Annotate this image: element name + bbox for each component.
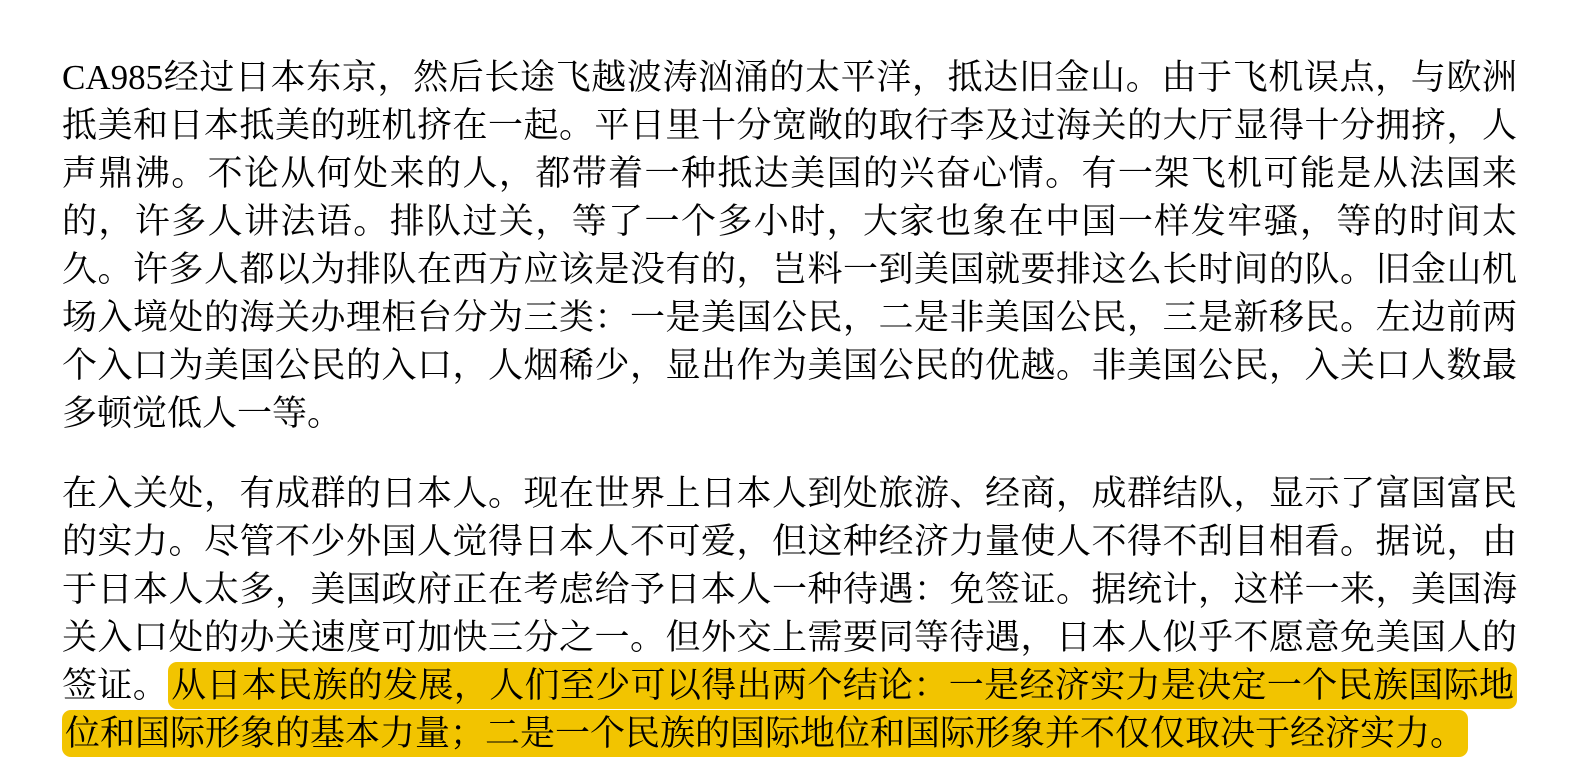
- paragraph-2: [62, 470, 1517, 758]
- highlighted-text: 从日本民族的发展，人们至少可以得出两个结论：一是经济实力是决定一个民族国际地位和国际形象的基本力量；二是一个民族的国际地位和国际形象并不仅仅取决于经济实力。: [62, 662, 1517, 757]
- paragraph-2-text: 在入关处，有成群的日本人。现在世界上日本人到处旅游、经商，成群结队，显示了富国富民的实力。尽管不少外国人觉得日本人不可爱，但这种经济力量使人不得不刮目相看。据说，由于日本人太多，美国政府正在考虑给予日本人一种待遇：免签证。据统计，这样一来，美国海关入口处的办关速度可加快三分之一。但外交上需要同等待遇，日本人似乎不愿意免美国人的签证。: [62, 474, 1517, 705]
- paragraph-1: CA985经过日本东京，然后长途飞越波涛汹涌的太平洋，抵达旧金山。由于飞机误点，与欧洲抵美和日本抵美的班机挤在一起。平日里十分宽敞的取行李及过海关的大厅显得十分拥挤，人声鼎沸。不论从何处来的人，都带着一种抵达美国的兴奋心情。有一架飞机可能是从法国来的，许多人讲法语。排队过关，等了一个多小时，大家也象在中国一样发牢骚，等的时间太久。许多人都以为排队在西方应该是没有的，岂料一到美国就要排这么长时间的队。旧金山机场入境处的海关办理柜台分为三类：一是美国公民，二是非美国公民，三是新移民。左边前两个入口为美国公民的入口，人烟稀少，显出作为美国公民的优越。非美国公民，入关口人数最多顿觉低人一等。: [62, 58, 1517, 433]
- document-body: [62, 54, 1517, 758]
